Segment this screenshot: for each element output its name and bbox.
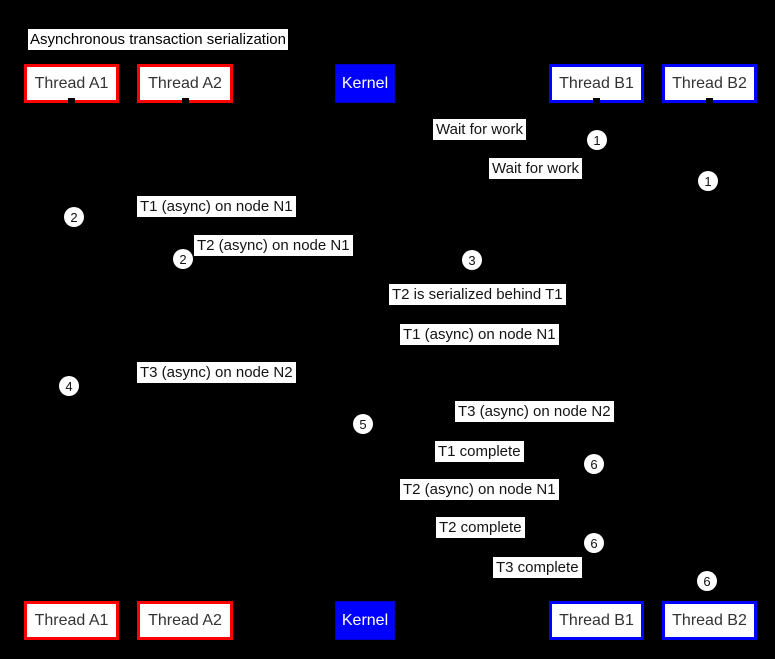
message-label-t3-async-kernel: T3 (async) on node N2 bbox=[455, 401, 614, 422]
lifeline-arrowhead bbox=[68, 98, 75, 104]
message-label-t2-async-kernel: T2 (async) on node N1 bbox=[400, 479, 559, 500]
actor-thread-b2-bottom: Thread B2 bbox=[662, 601, 757, 640]
message-label-wait-b1: Wait for work bbox=[433, 119, 526, 140]
actor-kernel-top: Kernel bbox=[335, 64, 395, 103]
sequence-number-badge: 1 bbox=[698, 171, 718, 191]
actor-thread-b2-top: Thread B2 bbox=[662, 64, 757, 103]
sequence-number-badge: 6 bbox=[584, 454, 604, 474]
actor-thread-a2-top: Thread A2 bbox=[137, 64, 233, 103]
sequence-number-badge: 6 bbox=[584, 533, 604, 553]
message-label-wait-b2: Wait for work bbox=[489, 158, 582, 179]
sequence-number-badge: 2 bbox=[64, 207, 84, 227]
message-label-t2-async-a2: T2 (async) on node N1 bbox=[194, 235, 353, 256]
diagram-title: Asynchronous transaction serialization bbox=[30, 31, 286, 48]
sequence-number-badge: 3 bbox=[462, 250, 482, 270]
lifeline-arrowhead bbox=[182, 98, 189, 104]
sequence-number-badge: 5 bbox=[353, 414, 373, 434]
actor-thread-a2-bottom: Thread A2 bbox=[137, 601, 233, 640]
message-label-t3-async-a2: T3 (async) on node N2 bbox=[137, 362, 296, 383]
message-label-t1-complete: T1 complete bbox=[435, 441, 524, 462]
sequence-number-badge: 2 bbox=[173, 249, 193, 269]
sequence-number-badge: 4 bbox=[59, 376, 79, 396]
actor-kernel-bottom: Kernel bbox=[335, 601, 395, 640]
message-label-t1-async-kernel: T1 (async) on node N1 bbox=[400, 324, 559, 345]
lifeline-arrowhead bbox=[593, 98, 600, 104]
message-label-t3-complete: T3 complete bbox=[493, 557, 582, 578]
actor-thread-a1-bottom: Thread A1 bbox=[24, 601, 119, 640]
message-label-t1-async-a1: T1 (async) on node N1 bbox=[137, 196, 296, 217]
actor-thread-b1-bottom: Thread B1 bbox=[549, 601, 644, 640]
message-label-t2-complete: T2 complete bbox=[436, 517, 525, 538]
sequence-number-badge: 6 bbox=[697, 571, 717, 591]
actor-thread-b1-top: Thread B1 bbox=[549, 64, 644, 103]
message-label-t2-serialized: T2 is serialized behind T1 bbox=[389, 284, 566, 305]
lifeline-arrowhead bbox=[706, 98, 713, 104]
sequence-number-badge: 1 bbox=[587, 130, 607, 150]
actor-thread-a1-top: Thread A1 bbox=[24, 64, 119, 103]
